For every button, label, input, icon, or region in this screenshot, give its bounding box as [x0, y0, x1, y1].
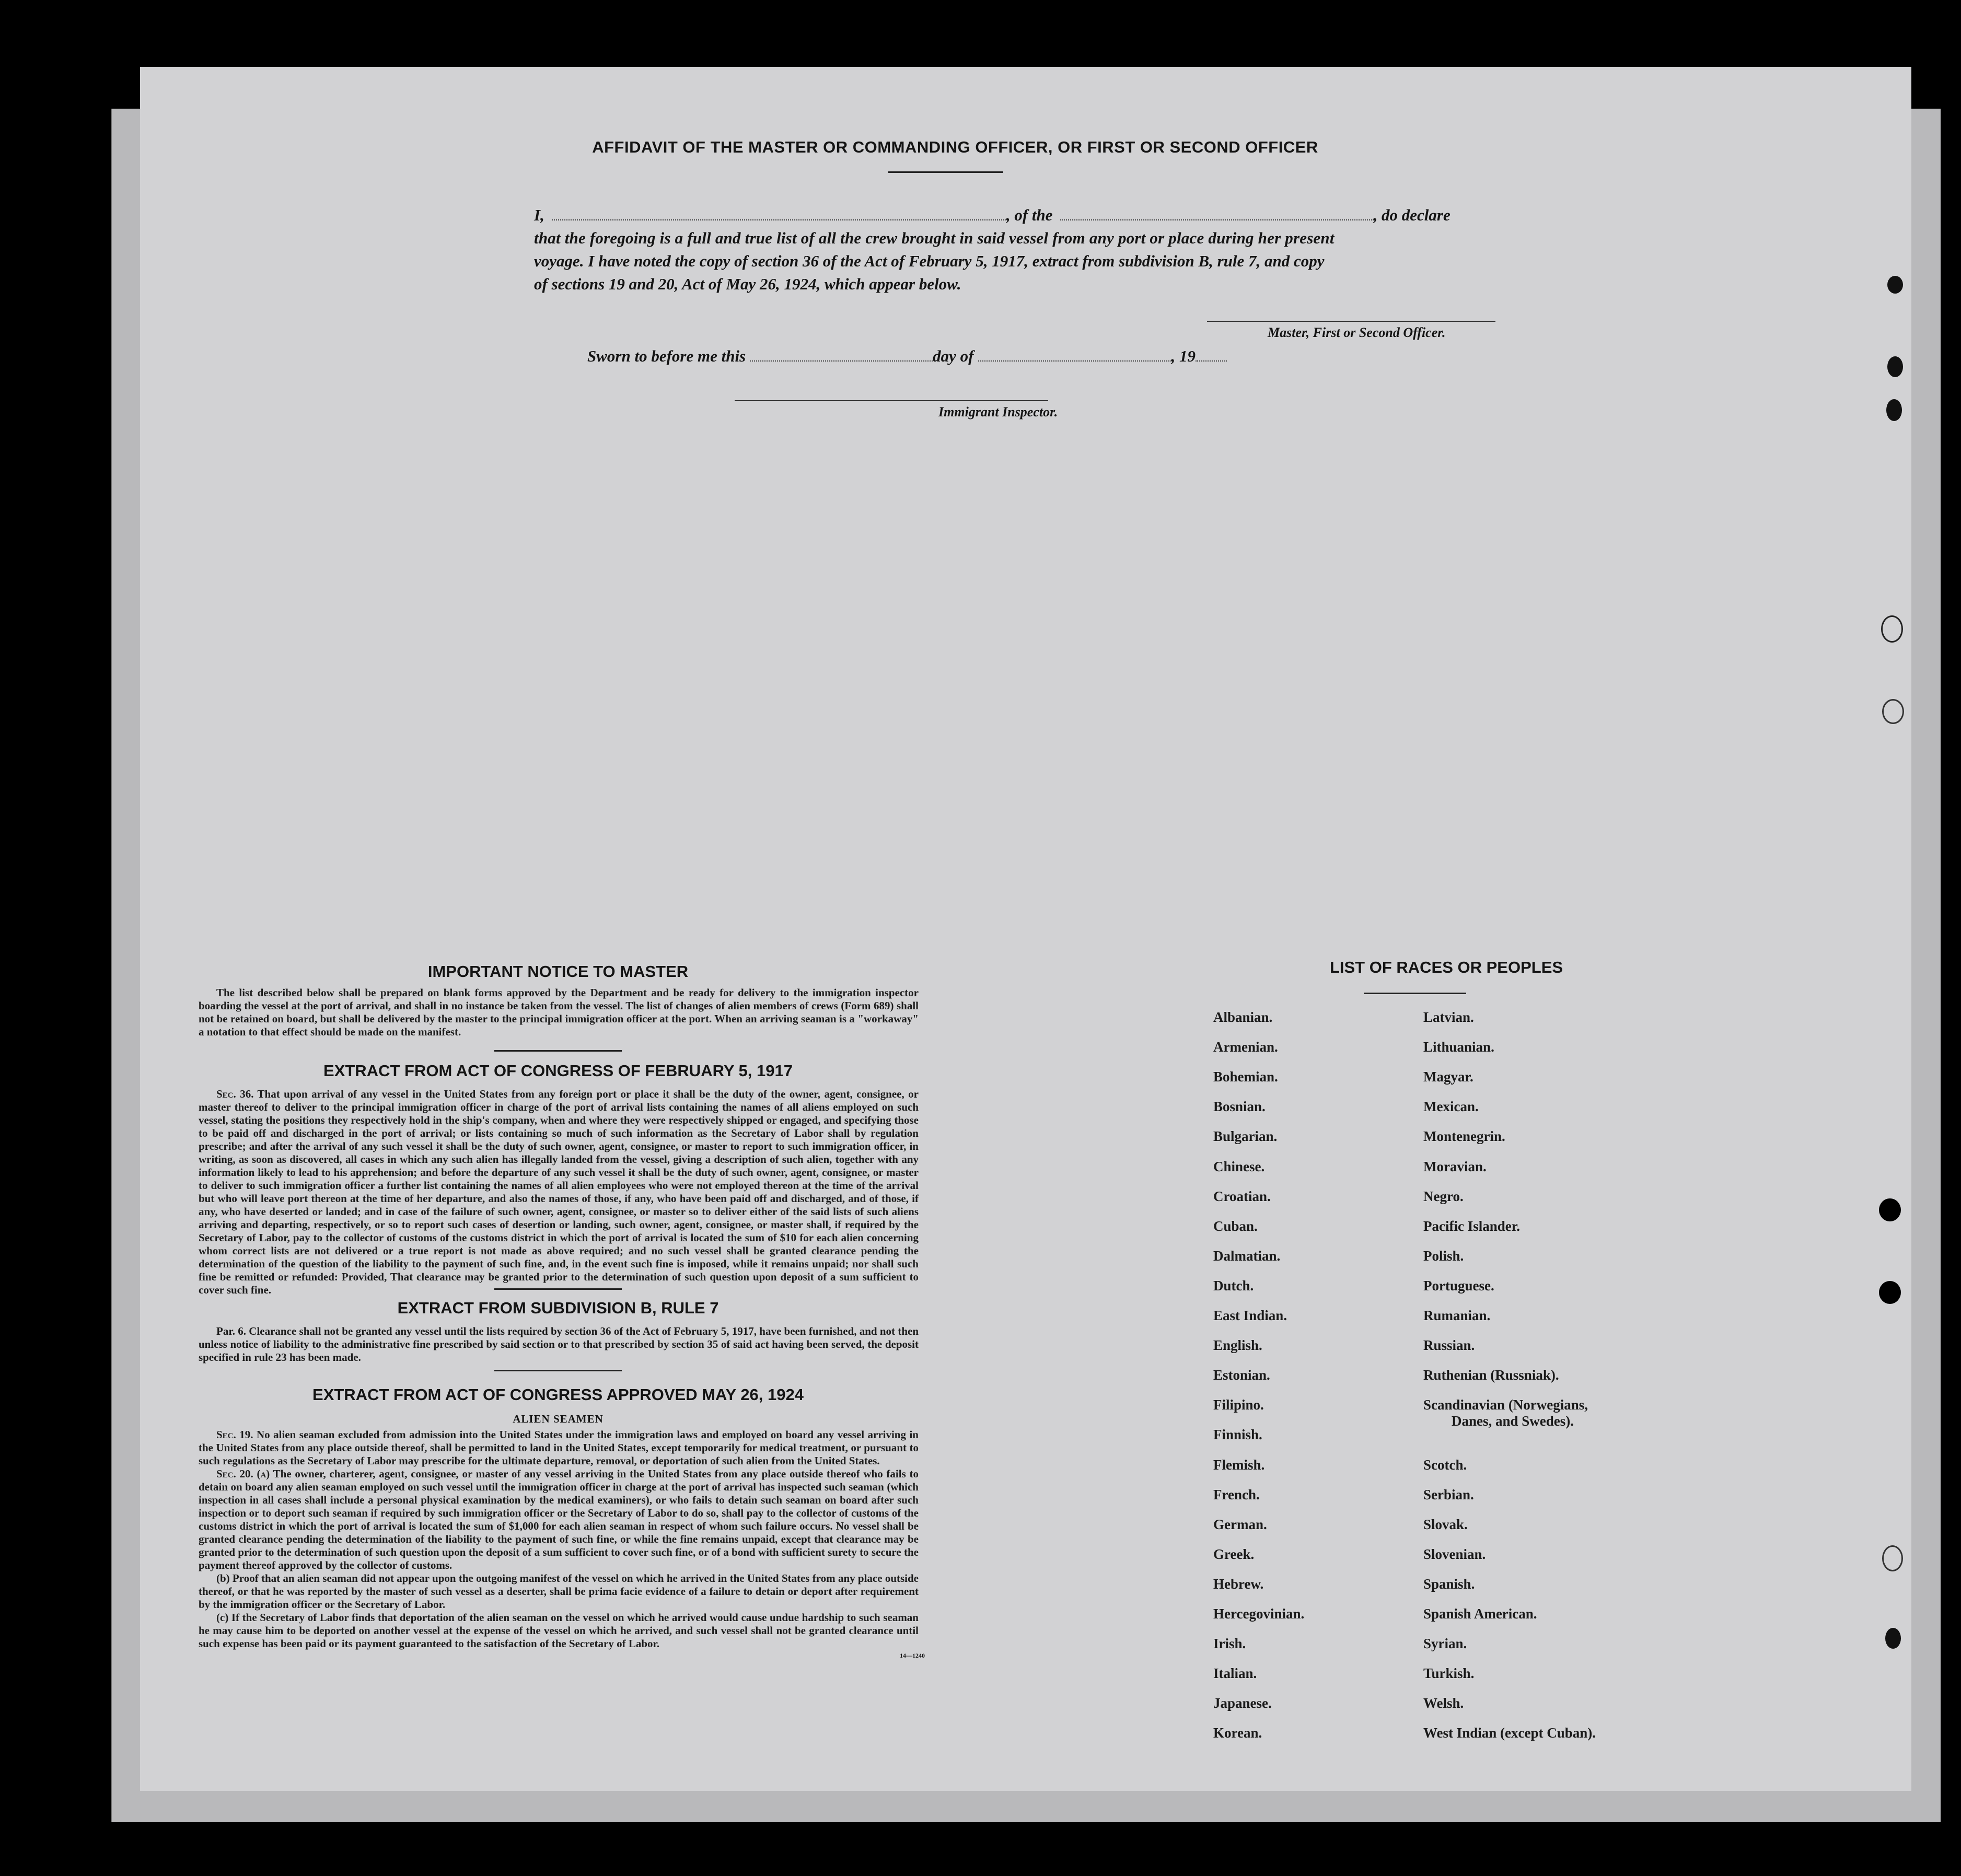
sec-19-label: Sec. 19. — [216, 1428, 253, 1441]
punch-hole — [1887, 276, 1903, 294]
year-blank — [1196, 360, 1227, 362]
punch-hole — [1879, 1281, 1901, 1304]
race-item: Syrian. — [1423, 1636, 1467, 1652]
race-item: Pacific Islander. — [1423, 1218, 1520, 1234]
form-number: 14—1240 — [900, 1652, 925, 1659]
i-label: I, — [534, 206, 544, 224]
race-item: Scotch. — [1423, 1456, 1467, 1473]
race-item: Rumanian. — [1423, 1308, 1491, 1323]
race-item: German. — [1213, 1516, 1267, 1532]
day-of-label: day of — [933, 347, 974, 365]
race-item: Greek. — [1213, 1546, 1255, 1562]
punch-hole — [1882, 1545, 1903, 1571]
race-item: Hebrew. — [1213, 1576, 1264, 1592]
punch-hole — [1881, 615, 1903, 643]
notice-text: The list described below shall be prepared on blank forms approved by the Department and be ready for delivery to the immigration inspector boarding the vessel at the port of arrival, and shall in no instance be taken from the vessel. The list of changes of alien members of crews (Form 689) shall not be retained on board, but shall be delivered by the master to the principal immigration officer at the port. When an arriving seaman is a "workaway" a notation to that effect should be made on the manifest. — [199, 986, 919, 1038]
punch-hole — [1879, 1198, 1901, 1221]
race-item: Albanian. — [1213, 1009, 1273, 1025]
race-item: Serbian. — [1423, 1486, 1474, 1502]
race-item: Korean. — [1213, 1725, 1262, 1741]
race-item: Mexican. — [1423, 1099, 1479, 1115]
sworn-line — [587, 347, 1227, 366]
do-declare-label: , do declare — [1373, 206, 1451, 224]
punch-hole — [1885, 1628, 1901, 1649]
affidavit-line-2: that the foregoing is a full and true list of all the crew brought in said vessel from any port or place during her present — [534, 229, 1335, 247]
race-item: Portuguese. — [1423, 1277, 1494, 1294]
inspector-line — [735, 400, 1048, 401]
race-item: Scandinavian (Norwegians, — [1423, 1397, 1588, 1413]
race-item: Chinese. — [1213, 1158, 1265, 1174]
name-blank — [552, 219, 1006, 220]
sworn-label: Sworn to before me this — [587, 347, 746, 365]
race-item: Russian. — [1423, 1337, 1475, 1354]
extract-1917-divider — [494, 1288, 622, 1290]
race-item-continuation: Danes, and Swedes). — [1452, 1413, 1574, 1429]
vessel-blank — [1060, 219, 1374, 220]
race-item: Polish. — [1423, 1248, 1464, 1264]
affidavit-line-1 — [534, 206, 1451, 225]
race-item: East Indian. — [1213, 1308, 1287, 1323]
title-divider — [888, 171, 1003, 173]
extract-1924-title: EXTRACT FROM ACT OF CONGRESS APPROVED MAY 26, 1924 — [312, 1385, 804, 1404]
race-item: Finnish. — [1213, 1427, 1262, 1443]
extract-rule7-divider — [494, 1370, 622, 1371]
punch-hole — [1886, 399, 1902, 421]
race-item: Magyar. — [1423, 1069, 1473, 1085]
race-item: Bulgarian. — [1213, 1128, 1278, 1145]
race-item: Filipino. — [1213, 1397, 1264, 1413]
notice-title: IMPORTANT NOTICE TO MASTER — [427, 962, 689, 981]
races-divider — [1364, 993, 1466, 994]
affidavit-line-4: of sections 19 and 20, Act of May 26, 1924, which appear below. — [534, 275, 961, 293]
extract-1917-title: EXTRACT FROM ACT OF CONGRESS OF FEBRUARY 5, 1917 — [323, 1062, 793, 1080]
race-item: Ruthenian (Russniak). — [1423, 1367, 1559, 1383]
race-item: Negro. — [1423, 1188, 1464, 1204]
race-item: Flemish. — [1213, 1456, 1265, 1473]
race-item: Lithuanian. — [1423, 1039, 1494, 1055]
race-item: Bosnian. — [1213, 1099, 1266, 1115]
race-item: Latvian. — [1423, 1009, 1474, 1025]
race-item: Moravian. — [1423, 1158, 1487, 1174]
signature-label: Master, First or Second Officer. — [1268, 325, 1446, 340]
race-item: Spanish. — [1423, 1576, 1475, 1592]
affidavit-line-3: voyage. I have noted the copy of section 36 of the Act of February 5, 1917, extract from subdivision B, rule 7, and copy — [534, 252, 1325, 270]
extract-1924-text: Sec. 19. No alien seaman excluded from admission into the United States under the immigration laws and employed on board any vessel arriving in the United States from any place outside thereof, shall be permitted to land in the United States, except temporarily for medical treatment, or pursuant to such regulations as the Secretary of Labor may prescribe for the ultimate departure, removal, or deportation of such alien from the United States. Sec. 20. (a) The owner, charterer, agent, consignee, or master of any vessel arriving in the United States from any place outside thereof who fails to detain on board any alien seaman employed on such vessel until the immigration officer in charge at the port of arrival has inspected such seaman (which inspection in all cases shall include a personal physical examination by the medical examiners), or who fails to detain such seaman on board after such inspection or to deport such seaman if required by such immigration officer or the Secretary of Labor to do so, shall pay to the collector of customs of the customs district in which the port of arrival is located the sum of $1,000 for each alien seaman in respect of whom such failure occurs. No vessel shall be granted clearance pending the determination of the liability to the payment of such fine, or while the fine remains unpaid, except that clearance may be granted prior to the determination of such question upon the deposit of a sum sufficient to cover such fine, or of a bond with sufficient surety to secure the payment thereof approved by the collector of customs. (b) Proof that an alien seaman did not appear upon the outgoing manifest of the vessel on which he arrived in the United States from any place outside thereof, or that he was reported by the master of such vessel as a deserter, shall be prima facie evidence of a failure to detain or deport after requirement by the immigration officer or the Secretary of Labor. (c) If the Secretary of Labor finds that deportation of the alien seaman on the vessel on which he arrived would cause undue hardship to such seaman he may cause him to be deported on another vessel at the expense of the vessel on which he arrived, and such vessel shall not be granted clearance until such expense has been paid or its payment guaranteed to the satisfaction of the Secretary of Labor. — [199, 1428, 919, 1650]
races-title: LIST OF RACES OR PEOPLES — [1329, 958, 1563, 976]
of-the-label: , of the — [1006, 206, 1053, 224]
race-item: Croatian. — [1213, 1188, 1271, 1204]
signature-line — [1207, 321, 1495, 322]
race-item: Cuban. — [1213, 1218, 1258, 1234]
race-item: Slovenian. — [1423, 1546, 1486, 1562]
extract-1917-text: Sec. 36. That upon arrival of any vessel in the United States from any foreign port or place it shall be the duty of the owner, agent, consignee, or master thereof to deliver to the principal immigration officer in charge of the port of arrival lists containing the names of all aliens employed on such vessel, stating the positions they respectively hold in the ship's company, when and where they were respectively shipped or engaged, and specifying those to be paid off and discharged in the port of arrival; or lists containing so much of such information as the Secretary of Labor shall by regulation prescribe; and after the arrival of any such vessel it shall be the duty of such owner, agent, consignee, or master to report to such immigration officer, in writing, as soon as discovered, all cases in which any such alien has illegally landed from the vessel, giving a description of such alien, together with any information likely to lead to his apprehension; and before the departure of any such vessel it shall be the duty of such owner, agent, consignee, or master to deliver to such immigration officer a further list containing the names of all alien employees who were not employed thereon at the time of the arrival but who will leave port thereon at the time of her departure, and also the names of those, if any, who have been paid off and discharged, and of those, if any, who have deserted or landed; and in case of the failure of such owner, agent, consignee, or master so to deliver either of the said lists of such aliens arriving and departing, respectively, or so to report such cases of desertion or landing, such owner, agent, consignee, or master shall, if required by the Secretary of Labor, pay to the collector of customs of the customs district in which the port of arrival is located the sum of $10 for each alien concerning whom correct lists are not delivered or a true report is not made as above required; and no such vessel shall be granted clearance pending the determination of the question of the liability to the payment of such fine, and, in the event such fine is imposed, while it remains unpaid; nor shall such fine be remitted or refunded: Provided, That clearance may be granted prior to the determination of such question upon deposit of a sum sufficient to cover such fine. — [199, 1088, 919, 1296]
sec-36-label: Sec. 36. — [216, 1088, 254, 1100]
race-item: Estonian. — [1213, 1367, 1270, 1383]
race-item: French. — [1213, 1486, 1260, 1502]
race-item: Hercegovinian. — [1213, 1606, 1305, 1622]
race-item: Welsh. — [1423, 1695, 1464, 1711]
sec-20-label: Sec. 20. (a) — [216, 1467, 270, 1480]
month-blank — [978, 360, 1171, 362]
race-item: Italian. — [1213, 1665, 1257, 1682]
race-item: Irish. — [1213, 1636, 1246, 1652]
form-page — [140, 67, 1911, 1791]
day-blank — [750, 360, 933, 362]
race-item: Slovak. — [1423, 1516, 1468, 1532]
race-item: Dalmatian. — [1213, 1248, 1281, 1264]
race-item: English. — [1213, 1337, 1262, 1354]
inspector-label: Immigrant Inspector. — [938, 404, 1058, 420]
affidavit-title: AFFIDAVIT OF THE MASTER OR COMMANDING OFFICER, OR FIRST OR SECOND OFFICER — [592, 138, 1318, 156]
punch-hole — [1887, 356, 1903, 377]
race-item: Bohemian. — [1213, 1069, 1278, 1085]
race-item: Spanish American. — [1423, 1606, 1537, 1622]
extract-rule7-text: Par. 6. Clearance shall not be granted any vessel until the lists required by section 36 of the Act of February 5, 1917, have been furnished, and not then unless notice of liability to the administrative fine prescribed by said section or to that prescribed by section 35 of said act having been served, the deposit specified in rule 23 has been made. — [199, 1325, 919, 1364]
race-item: Dutch. — [1213, 1277, 1254, 1294]
notice-divider — [494, 1050, 622, 1052]
year-label: , 19 — [1171, 347, 1196, 365]
race-item: Armenian. — [1213, 1039, 1278, 1055]
race-item: Montenegrin. — [1423, 1128, 1505, 1145]
race-item: Turkish. — [1423, 1665, 1475, 1682]
alien-seamen-subtitle: ALIEN SEAMEN — [513, 1413, 604, 1425]
race-item: Japanese. — [1213, 1695, 1272, 1711]
extract-rule7-title: EXTRACT FROM SUBDIVISION B, RULE 7 — [397, 1299, 719, 1317]
race-item: West Indian (except Cuban). — [1423, 1725, 1596, 1741]
punch-hole — [1882, 699, 1904, 724]
